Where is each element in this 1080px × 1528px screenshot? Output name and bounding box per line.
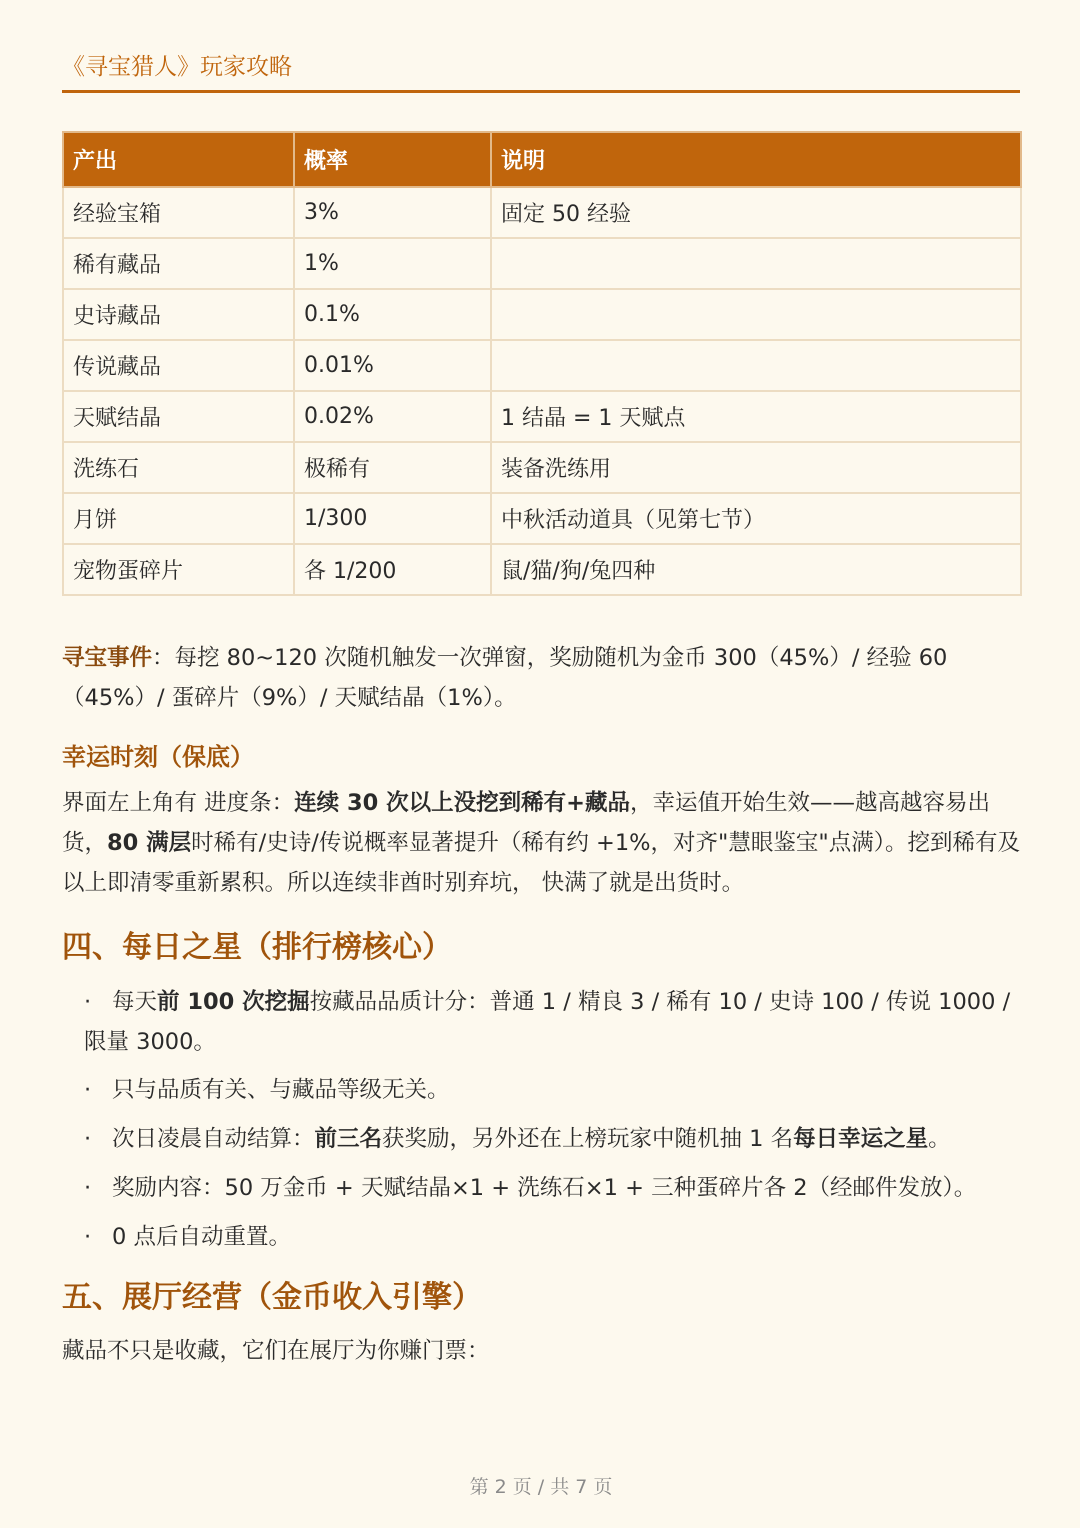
bullet-bold: 每日幸运之星 xyxy=(793,1126,929,1152)
list-item xyxy=(84,1070,1020,1110)
table-cell: 极稀有 xyxy=(294,442,491,493)
table-cell: 装备洗练用 xyxy=(491,442,1021,493)
table-row xyxy=(63,187,1021,238)
table-cell: 1% xyxy=(294,238,491,289)
table-cell: 洗练石 xyxy=(63,442,294,493)
list-item xyxy=(84,1217,1020,1257)
table-cell: 0.01% xyxy=(294,340,491,391)
bullet-text: 次日凌晨自动结算： xyxy=(112,1126,315,1152)
lucky-bold-2: 80 满层 xyxy=(107,830,192,856)
treasure-event-paragraph xyxy=(62,638,1020,718)
bullet-text: 每天 xyxy=(112,989,158,1015)
table-cell: 天赋结晶 xyxy=(63,391,294,442)
table-cell: 0.02% xyxy=(294,391,491,442)
table-cell: 固定 50 经验 xyxy=(491,187,1021,238)
bullet-marker: · xyxy=(84,989,92,1015)
lucky-text-3: 时稀有/史诗/传说概率显著提升（稀有约 +1%，对齐"慧眼鉴宝"点满）。挖到稀有及以上即清零重新累积。所以连续非酋时别弃坑， 快满了就是出货时。 xyxy=(62,830,1020,896)
treasure-event-text: ：每挖 80~120 次随机触发一次弹窗，奖励随机为金币 300（45%）/ 经验 60（45%）/ 蛋碎片（9%）/ 天赋结晶（1%）。 xyxy=(62,645,948,711)
doc-title: 《寻宝猎人》玩家攻略 xyxy=(62,54,292,80)
table-cell: 宠物蛋碎片 xyxy=(63,544,294,595)
treasure-event-label: 寻宝事件 xyxy=(62,645,153,671)
bullet-bold: 前三名 xyxy=(314,1126,383,1152)
bullet-text: 。 xyxy=(928,1126,951,1152)
table-header-row xyxy=(63,132,1021,187)
col-header-probability: 概率 xyxy=(294,132,491,187)
bullet-marker: · xyxy=(84,1224,92,1250)
lucky-moment-heading: 幸运时刻（保底） xyxy=(62,743,254,771)
list-item xyxy=(84,982,1020,1062)
doc-header xyxy=(62,50,1020,93)
table-cell: 3% xyxy=(294,187,491,238)
col-header-output: 产出 xyxy=(63,132,294,187)
lucky-moment-paragraph xyxy=(62,783,1020,903)
bullet-text: 0 点后自动重置。 xyxy=(112,1224,291,1250)
table-cell: 经验宝箱 xyxy=(63,187,294,238)
list-item xyxy=(84,1119,1020,1159)
bullet-marker: · xyxy=(84,1126,92,1152)
bullet-text: 奖励内容：50 万金币 + 天赋结晶×1 + 洗练石×1 + 三种蛋碎片各 2（经邮件发放）。 xyxy=(112,1175,977,1201)
section-5-intro: 藏品不只是收藏，它们在展厅为你赚门票： xyxy=(62,1338,490,1364)
bullet-marker: · xyxy=(84,1077,92,1103)
table-row xyxy=(63,544,1021,595)
bullet-bold: 前 100 次挖掘 xyxy=(157,989,310,1015)
table-cell: 月饼 xyxy=(63,493,294,544)
table-row xyxy=(63,442,1021,493)
table-cell: 1/300 xyxy=(294,493,491,544)
lucky-text-1: 界面左上角有 进度条： xyxy=(62,790,295,816)
table-cell: 鼠/猫/狗/兔四种 xyxy=(491,544,1021,595)
table-row xyxy=(63,289,1021,340)
document-page xyxy=(62,0,1020,1528)
bullet-text: 获奖励，另外还在上榜玩家中随机抽 1 名 xyxy=(382,1126,794,1152)
table-row xyxy=(63,493,1021,544)
table-cell: 中秋活动道具（见第七节） xyxy=(491,493,1021,544)
drop-rate-table xyxy=(62,131,1022,596)
lucky-bold-1: 连续 30 次以上没挖到稀有+藏品 xyxy=(294,790,630,816)
bullet-text: 按藏品品质计分：普通 1 / 精良 3 / 稀有 10 / 史诗 100 / 传说 1000 / 限量 3000。 xyxy=(84,989,1011,1055)
table-cell xyxy=(491,238,1021,289)
list-item xyxy=(84,1168,1020,1208)
page-number: 第 2 页 / 共 7 页 xyxy=(469,1476,613,1498)
table-cell: 1 结晶 = 1 天赋点 xyxy=(491,391,1021,442)
table-row xyxy=(63,238,1021,289)
table-row xyxy=(63,340,1021,391)
table-cell xyxy=(491,289,1021,340)
col-header-description: 说明 xyxy=(491,132,1021,187)
table-cell: 0.1% xyxy=(294,289,491,340)
table-cell: 稀有藏品 xyxy=(63,238,294,289)
bullet-marker: · xyxy=(84,1175,92,1201)
section-4-heading: 四、每日之星（排行榜核心） xyxy=(62,930,452,965)
lucky-text-2: ，幸运值开始生效——越高越容易出货， xyxy=(62,790,991,856)
bullet-text: 只与品质有关、与藏品等级无关。 xyxy=(112,1077,450,1103)
table-cell xyxy=(491,340,1021,391)
table-cell: 传说藏品 xyxy=(63,340,294,391)
table-row xyxy=(63,391,1021,442)
table-cell: 各 1/200 xyxy=(294,544,491,595)
table-cell: 史诗藏品 xyxy=(63,289,294,340)
section-5-heading: 五、展厅经营（金币收入引擎） xyxy=(62,1280,482,1315)
